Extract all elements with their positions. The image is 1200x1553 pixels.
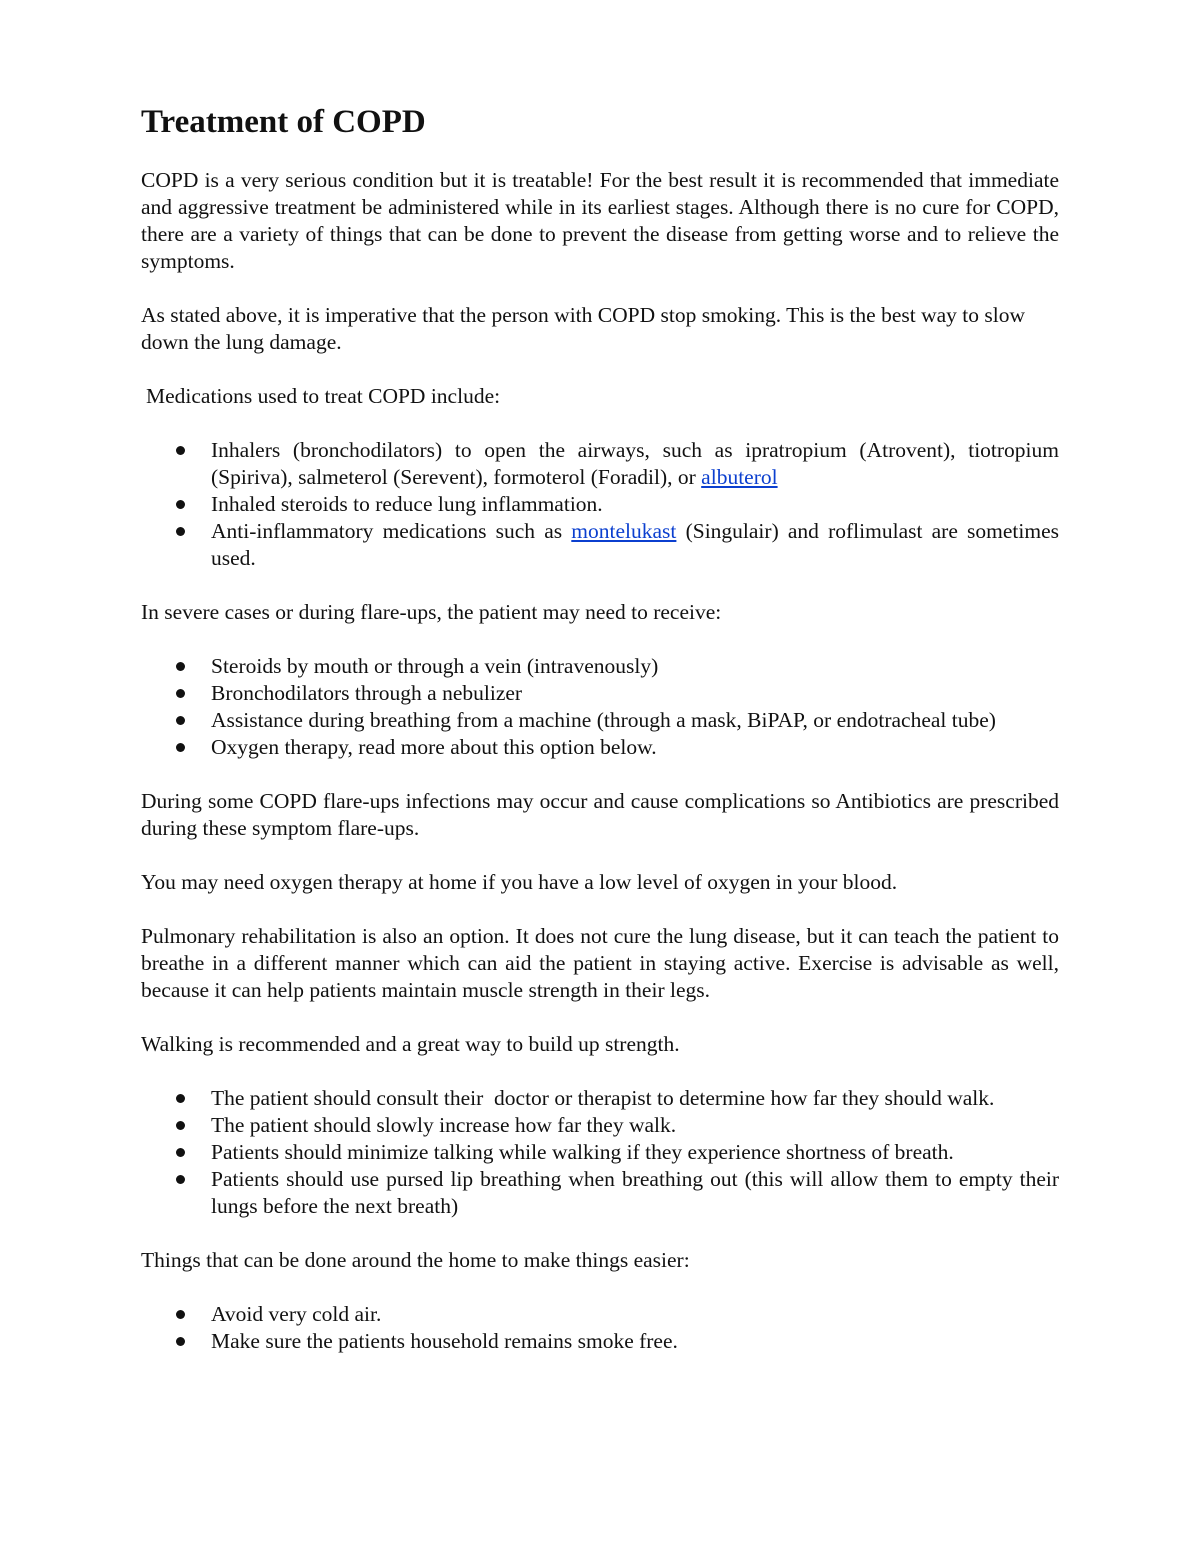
bullet-icon xyxy=(176,743,185,752)
list-item xyxy=(141,1112,1059,1139)
list-item xyxy=(141,734,1059,761)
bullet-icon xyxy=(176,716,185,725)
antibiotics-paragraph: During some COPD flare-ups infections may occur and cause complications so Antibiotics are prescribed during these symptom flare-ups. xyxy=(141,789,1059,840)
list-item xyxy=(141,1328,1059,1355)
list-item xyxy=(141,491,1059,518)
home-heading: Things that can be done around the home to make things easier: xyxy=(141,1248,690,1272)
list-item xyxy=(141,680,1059,707)
list-item-text: (Singulair) and roflimulast are sometimes used. xyxy=(211,519,1059,570)
list-item xyxy=(141,1139,1059,1166)
bullet-icon xyxy=(176,1094,185,1103)
walking-heading: Walking is recommended and a great way to build up strength. xyxy=(141,1032,680,1056)
bullet-icon xyxy=(176,1175,185,1184)
bullet-icon xyxy=(176,1121,185,1130)
list-item xyxy=(141,437,1059,491)
list-item xyxy=(141,1301,1059,1328)
list-item-text: Anti-inflammatory medications such as xyxy=(211,519,572,543)
list-item xyxy=(141,1085,1059,1112)
intro-paragraph: COPD is a very serious condition but it is treatable! For the best result it is recommended that immediate and aggressive treatment be administered while in its earliest stages. Although there is no cure for COPD, there are a variety of things that can be done to prevent the disease from getting worse and to relieve the symptoms. xyxy=(141,168,1059,273)
medications-list xyxy=(141,437,1059,572)
list-item-text: Make sure the patients household remains smoke free. xyxy=(211,1329,678,1353)
severe-list xyxy=(141,653,1059,761)
list-item-text: The patient should slowly increase how far they walk. xyxy=(211,1113,677,1137)
list-item-text: Inhaled steroids to reduce lung inflammation. xyxy=(211,492,603,516)
bullet-icon xyxy=(176,1337,185,1346)
page-title: Treatment of COPD xyxy=(141,104,426,140)
severe-heading: In severe cases or during flare-ups, the patient may need to receive: xyxy=(141,600,722,624)
list-item-text: Inhalers (bronchodilators) to open the airways, such as ipratropium (Atrovent), tiotropium (Spiriva), salmeterol (Serevent), formoterol (Foradil), or xyxy=(211,438,1059,489)
montelukast-link[interactable]: montelukast xyxy=(571,519,677,543)
list-item xyxy=(141,518,1059,572)
oxygen-paragraph: You may need oxygen therapy at home if you have a low level of oxygen in your blood. xyxy=(141,870,898,894)
list-item-text: The patient should consult their doctor or therapist to determine how far they should walk. xyxy=(211,1086,995,1110)
bullet-icon xyxy=(176,446,185,455)
list-item xyxy=(141,1166,1059,1220)
medications-heading: Medications used to treat COPD include: xyxy=(146,384,501,408)
list-item-text: Patients should minimize talking while walking if they experience shortness of breath. xyxy=(211,1140,954,1164)
list-item-text: Bronchodilators through a nebulizer xyxy=(211,681,523,705)
albuterol-link[interactable]: albuterol xyxy=(701,465,778,489)
list-item xyxy=(141,653,1059,680)
bullet-icon xyxy=(176,1148,185,1157)
list-item-text: Avoid very cold air. xyxy=(211,1302,382,1326)
smoking-paragraph: As stated above, it is imperative that the person with COPD stop smoking. This is the best way to slow down the lung damage. xyxy=(141,303,1026,354)
home-list xyxy=(141,1301,1059,1355)
list-item xyxy=(141,707,1059,734)
list-item-text: Steroids by mouth or through a vein (intravenously) xyxy=(211,654,659,678)
list-item-text: Oxygen therapy, read more about this option below. xyxy=(211,735,657,759)
bullet-icon xyxy=(176,689,185,698)
walking-list xyxy=(141,1085,1059,1220)
rehab-paragraph: Pulmonary rehabilitation is also an option. It does not cure the lung disease, but it can teach the patient to breathe in a different manner which can aid the patient in staying active. Exercise is advisable as well, because it can help patients maintain muscle strength in their legs. xyxy=(141,924,1059,1002)
bullet-icon xyxy=(176,662,185,671)
bullet-icon xyxy=(176,500,185,509)
document-page xyxy=(141,96,1059,1382)
list-item-text: Assistance during breathing from a machine (through a mask, BiPAP, or endotracheal tube) xyxy=(211,708,996,732)
list-item-text: Patients should use pursed lip breathing when breathing out (this will allow them to empty their lungs before the next breath) xyxy=(211,1167,1059,1218)
bullet-icon xyxy=(176,527,185,536)
bullet-icon xyxy=(176,1310,185,1319)
